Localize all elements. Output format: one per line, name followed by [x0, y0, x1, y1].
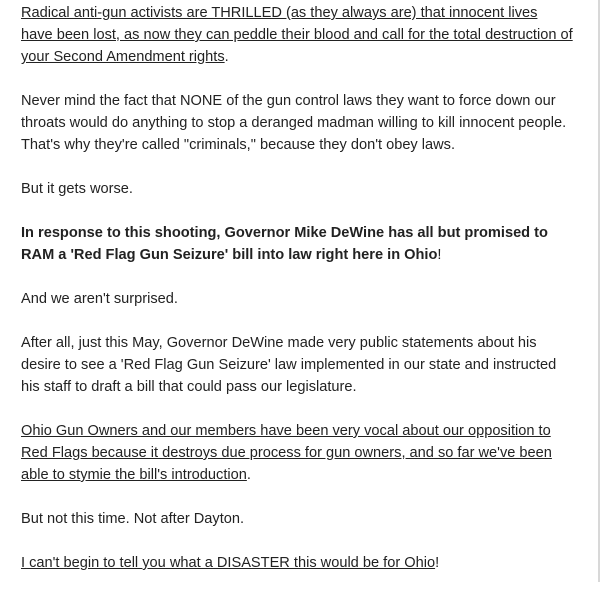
link-disaster[interactable]: I can't begin to tell you what a DISASTER this would be for Ohio	[21, 555, 436, 571]
bold-red-flag-statement: In response to this shooting, Governor Mike DeWine has all but promised to RAM a 'Red Flag Gun Seizure' bill into law right here in Ohio	[21, 225, 548, 263]
paragraph-may-statements: After all, just this May, Governor DeWine made very public statements about his desire to see a 'Red Flag Gun Seizure' law implemented in our state and instructed his staff to draft a bill that could pass our legislature.	[21, 335, 557, 395]
paragraph-activists-tail: .	[224, 49, 229, 65]
paragraph-governor-dewine	[21, 222, 573, 266]
paragraph-disaster	[21, 552, 573, 574]
link-ohio-gun-owners[interactable]: Ohio Gun Owners and our members have been very vocal about our opposition to Red Flags because it destroys due process for gun owners, and so far we've been able to stymie the bill's introduction	[21, 423, 552, 483]
paragraph-governor-dewine-tail: !	[437, 247, 442, 263]
email-body	[21, 2, 573, 596]
paragraph-disaster-tail: !	[435, 555, 440, 571]
paragraph-ohio-gun-owners	[21, 420, 573, 486]
paragraph-not-surprised: And we aren't surprised.	[21, 291, 178, 307]
paragraph-gets-worse: But it gets worse.	[21, 181, 133, 197]
paragraph-not-this-time: But not this time. Not after Dayton.	[21, 511, 245, 527]
paragraph-gun-control-laws: Never mind the fact that NONE of the gun control laws they want to force down our throats would do anything to stop a deranged madman willing to kill innocent people. That's why they're called "criminals," because they don't obey laws.	[21, 93, 567, 153]
paragraph-activists	[21, 2, 573, 68]
link-activists-thrilled[interactable]: Radical anti-gun activists are THRILLED (as they always are) that innocent lives have been lost, as now they can peddle their blood and call for the total destruction of your Second Amendment rights	[21, 5, 573, 65]
paragraph-ohio-gun-owners-tail: .	[246, 467, 251, 483]
